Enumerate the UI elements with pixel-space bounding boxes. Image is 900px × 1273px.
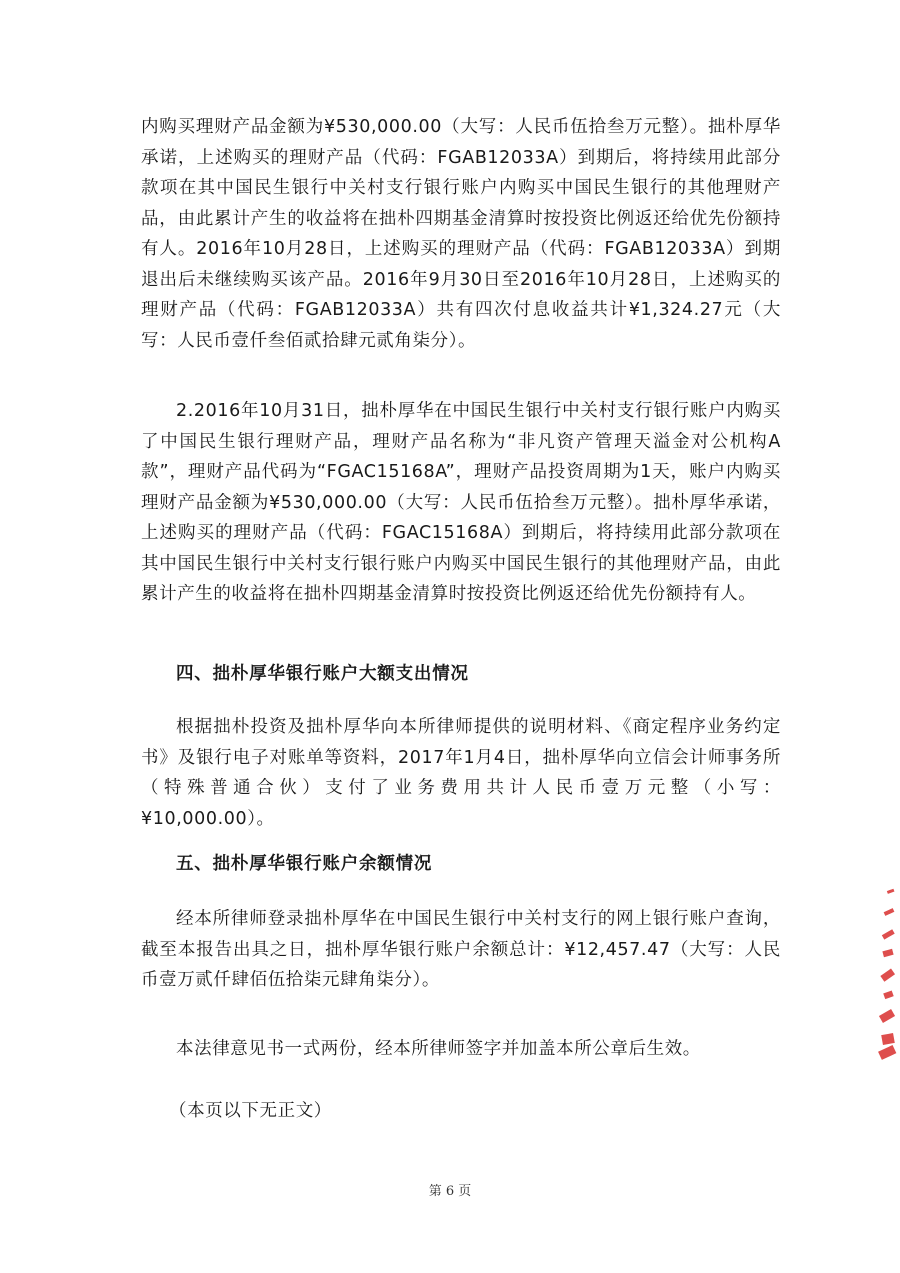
paragraph-end-of-text: （本页以下无正文） xyxy=(169,1101,332,1121)
seal-stamp-edge xyxy=(878,888,900,1063)
paragraph-large-expenditure: 根据拙朴投资及拙朴厚华向本所律师提供的说明材料、《商定程序业务约定书》及银行电子对账单等资料，2017年1月4日，拙朴厚华向立信会计师事务所（特殊普通合伙）支付了业务费用共计人民币壹万元整（小写：¥10,000.00）。 xyxy=(141,717,781,829)
section-heading-large-expenditure: 四、拙朴厚华银行账户大额支出情况 xyxy=(176,664,469,684)
page-number: 第 6 页 xyxy=(428,1184,472,1199)
paragraph-account-balance: 经本所律师登录拙朴厚华在中国民生银行中关村支行的网上银行账户查询，截至本报告出具之日，拙朴厚华银行账户余额总计：¥12,457.47（大写：人民币壹万贰仟肆佰伍拾柒元肆角柒分）。 xyxy=(141,909,781,990)
paragraph-effectiveness: 本法律意见书一式两份，经本所律师签字并加盖本所公章后生效。 xyxy=(176,1039,701,1059)
section-heading-account-balance: 五、拙朴厚华银行账户余额情况 xyxy=(176,854,433,874)
paragraph-wealth-product-1: 内购买理财产品金额为¥530,000.00（大写：人民币伍拾叁万元整）。拙朴厚华承诺，上述购买的理财产品（代码：FGAB12033A）到期后，将持续用此部分款项在其中国民生银行中关村支行银行账户内购买中国民生银行的其他理财产品，由此累计产生的收益将在拙朴四期基金清算时按投资比例返还给优先份额持有人。2016年10月28日，上述购买的理财产品（代码：FGAB12033A）到期退出后未继续购买该产品。2016年9月30日至2016年10月28日，上述购买的理财产品（代码：FGAB12033A）共有四次付息收益共计¥1,324.27元（大写：人民币壹仟叁佰贰拾肆元贰角柒分）。 xyxy=(141,117,781,351)
paragraph-wealth-product-2: 2.2016年10月31日，拙朴厚华在中国民生银行中关村支行银行账户内购买了中国民生银行理财产品，理财产品名称为“非凡资产管理天溢金对公机构A款”，理财产品代码为“FGAC15168A”，理财产品投资周期为1天，账户内购买理财产品金额为¥530,000.00（大写：人民币伍拾叁万元整）。拙朴厚华承诺，上述购买的理财产品（代码：FGAC15168A）到期后，将持续用此部分款项在其中国民生银行中关村支行银行账户内购买中国民生银行的其他理财产品，由此累计产生的收益将在拙朴四期基金清算时按投资比例返还给优先份额持有人。 xyxy=(141,401,781,604)
seal-stamp-graphic xyxy=(878,888,900,1063)
